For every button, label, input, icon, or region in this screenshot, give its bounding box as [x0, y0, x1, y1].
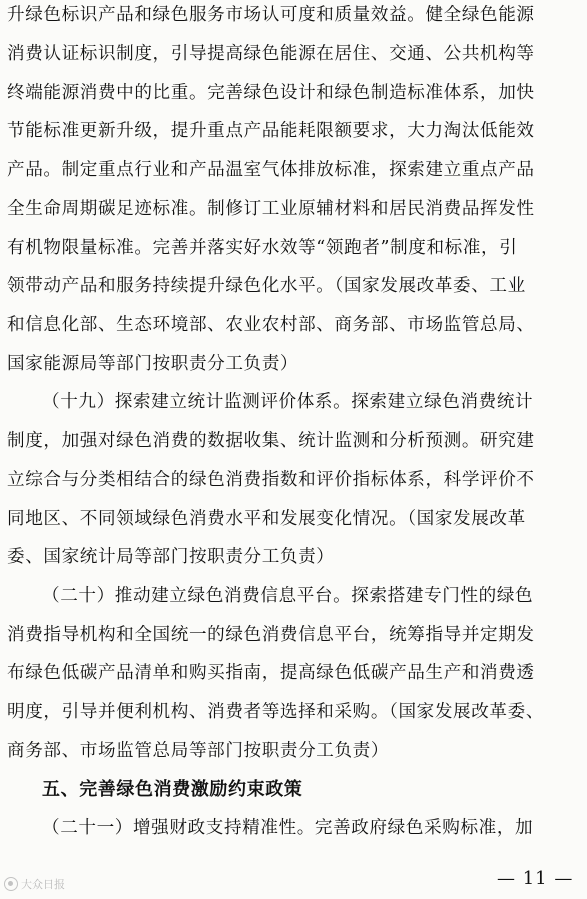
text-line: 消费指导机构和全国统一的绿色消费信息平台，统筹指导并定期发 — [7, 625, 535, 645]
text-line: 全生命周期碳足迹标准。制修订工业原辅材料和居民消费品挥发性 — [7, 199, 535, 219]
text-line: （二十）推动建立绿色消费信息平台。探索搭建专门性的绿色 — [42, 586, 534, 606]
text-line: 国家能源局等部门按职责分工负责） — [7, 354, 299, 374]
section-heading: 五、完善绿色消费激励约束政策 — [42, 779, 303, 800]
text-line: 领带动产品和服务持续提升绿色化水平。（国家发展改革委、工业 — [7, 276, 526, 296]
watermark-logo-icon — [4, 877, 18, 891]
text-line: 节能标准更新升级，提升重点产品能耗限额要求，大力淘汰低能效 — [7, 121, 535, 141]
text-line: 产品。制定重点行业和产品温室气体排放标准，探索建立重点产品 — [7, 160, 535, 180]
text-line: 同地区、不同领域绿色消费水平和发展变化情况。（国家发展改革 — [7, 509, 526, 529]
text-line: 终端能源消费中的比重。完善绿色设计和绿色制造标准体系，加快 — [7, 83, 535, 103]
watermark-label: 大众日报 — [21, 878, 65, 891]
text-line: 商务部、市场监管总局等部门按职责分工负责） — [7, 741, 390, 761]
text-line: 有机物限量标准。完善并落实好水效等“领跑者”制度和标准，引 — [7, 238, 518, 258]
text-line: 明度，引导并便利机构、消费者等选择和采购。（国家发展改革委、 — [7, 702, 545, 722]
text-line: 制度，加强对绿色消费的数据收集、统计监测和分析预测。研究建 — [7, 431, 535, 451]
text-line: 立综合与分类相结合的绿色消费指数和评价指标体系，科学评价不 — [7, 470, 535, 490]
text-line: 消费认证标识制度，引导提高绿色能源在居住、交通、公共机构等 — [7, 44, 535, 64]
text-line: （二十一）增强财政支持精准性。完善政府绿色采购标准，加 — [42, 818, 534, 838]
text-line: 和信息化部、生态环境部、农业农村部、商务部、市场监管总局、 — [7, 315, 535, 335]
text-line: （十九）探索建立统计监测评价体系。探索建立绿色消费统计 — [42, 392, 534, 412]
page-number: — 11 — — [497, 868, 574, 889]
text-line: 升绿色标识产品和绿色服务市场认可度和质量效益。健全绿色能源 — [7, 5, 535, 25]
text-line: 委、国家统计局等部门按职责分工负责） — [7, 547, 335, 567]
text-line: 布绿色低碳产品清单和购买指南，提高绿色低碳产品生产和消费透 — [7, 663, 535, 683]
watermark — [4, 876, 65, 892]
